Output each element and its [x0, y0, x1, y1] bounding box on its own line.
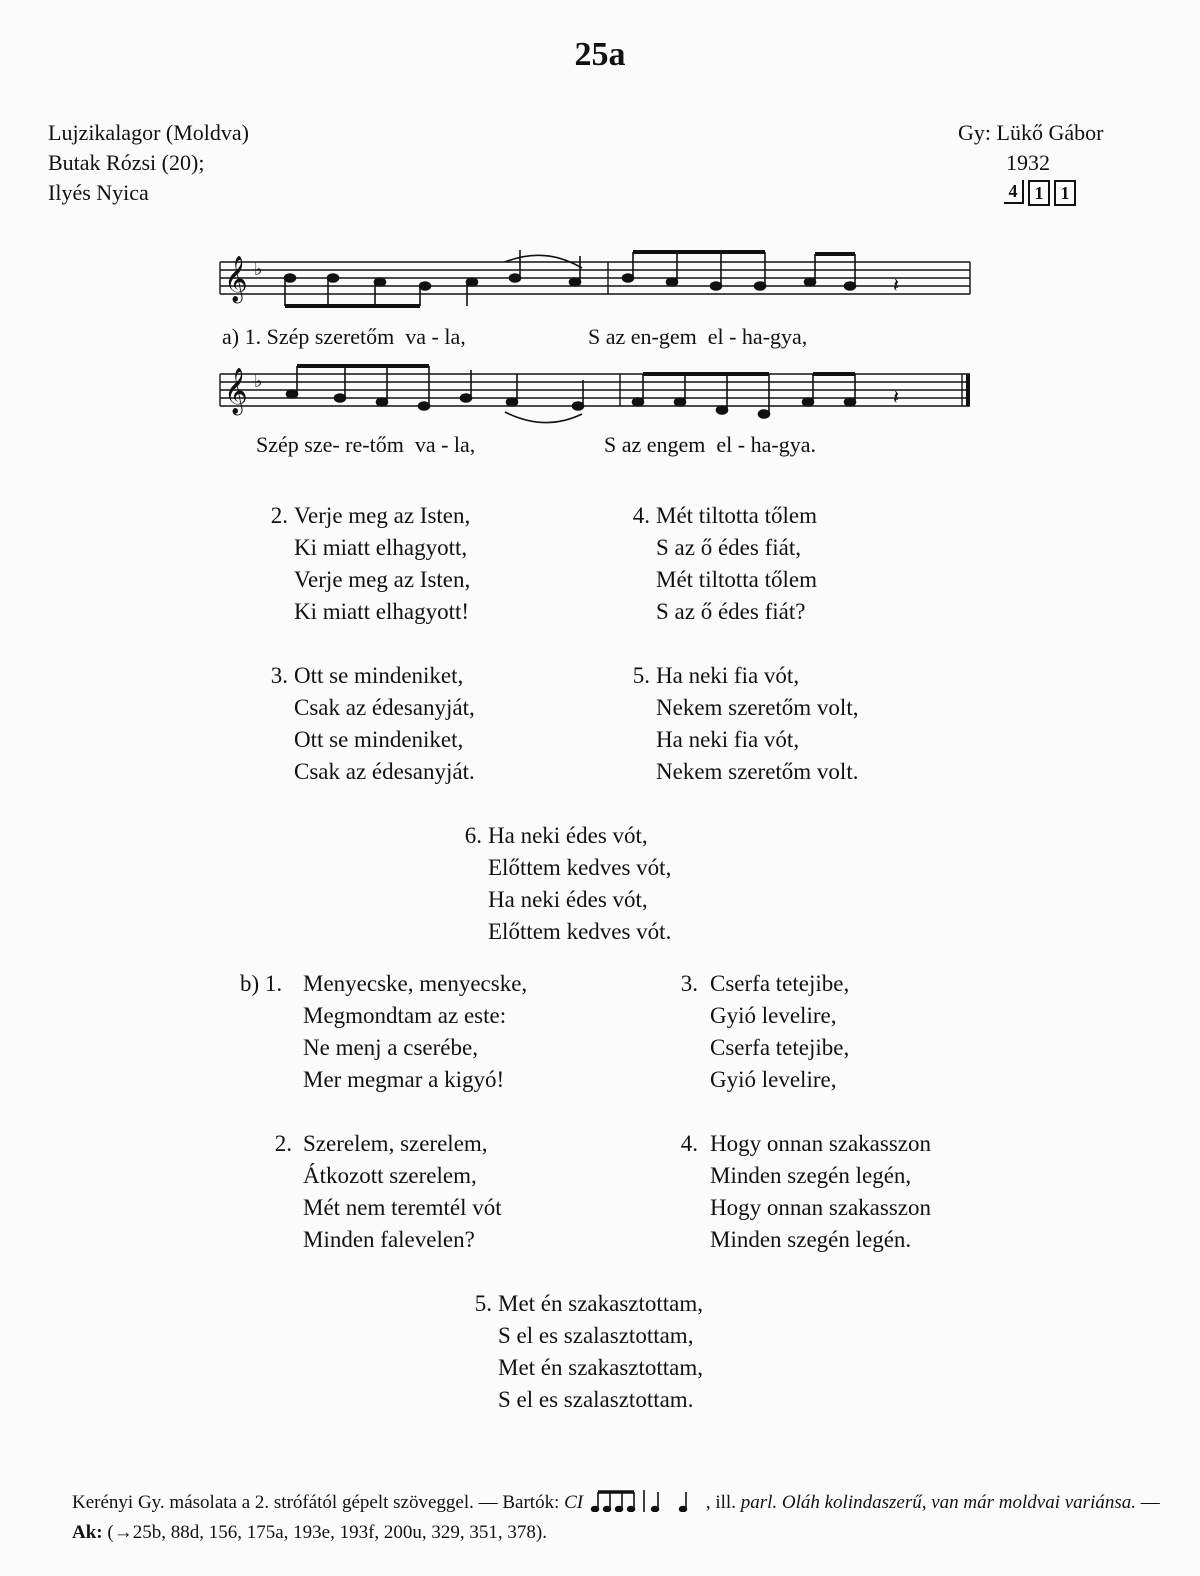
treble-clef-icon: 𝄞	[224, 256, 248, 302]
year-label: 1932	[1006, 150, 1050, 175]
lyric-line: S az en-gem el - ha-gya,	[588, 324, 808, 349]
footnote-text: , ill.	[705, 1492, 741, 1513]
verse-line: Ha neki édes vót,	[488, 823, 648, 848]
verse-line: Ha neki édes vót,	[488, 887, 648, 912]
verse-line: Nekem szeretőm volt.	[656, 759, 859, 784]
flat-sign-icon: ♭	[254, 371, 263, 391]
verse-line: Cserfa tetejibe,	[710, 971, 850, 996]
verse-line: S el es szalasztottam.	[498, 1387, 694, 1412]
verse-line: S az ő édes fiát?	[656, 599, 806, 624]
rest-icon: 𝄽	[893, 275, 900, 297]
verse-line: Mét tiltotta tőlem	[656, 503, 817, 528]
staff-2	[220, 374, 970, 406]
verse-line: Ki miatt elhagyott!	[294, 599, 470, 624]
music-score	[0, 0, 1200, 480]
verse-line: Csak az édesanyját.	[294, 759, 475, 784]
footnote-ci: CI	[564, 1492, 584, 1513]
verse-line: Megmondtam az este:	[303, 1003, 507, 1028]
footnote-parl: parl. Oláh kolindaszerű, van már moldvai variánsa.	[740, 1492, 1136, 1513]
rhythm-notes-icon	[588, 1488, 706, 1512]
singer-label: Ilyés Nyica	[48, 180, 149, 205]
verse-line: Hogy onnan szakasszon	[710, 1131, 932, 1156]
verse-line: Met én szakasztottam,	[498, 1291, 704, 1316]
verse-line: Mer megmar a kigyó!	[303, 1067, 505, 1092]
verse-line: Ki miatt elhagyott,	[294, 535, 468, 560]
verse-line: Szerelem, szerelem,	[303, 1131, 488, 1156]
verse-line: Minden szegén legén,	[710, 1163, 912, 1188]
verse-number: 3.	[680, 971, 698, 996]
collector-label: Gy: Lükő Gábor	[958, 120, 1104, 145]
singer-label: Butak Rózsi (20);	[48, 150, 205, 175]
verse-line: Ott se mindeniket,	[294, 663, 464, 688]
lyric-line: S az engem el - ha-gya.	[604, 432, 816, 457]
verse-number: 2.	[274, 1131, 292, 1156]
verse-line: Gyió levelire,	[710, 1003, 837, 1028]
verse-line: Csak az édesanyját,	[294, 695, 475, 720]
verse-number: 5.	[474, 1291, 492, 1316]
verse-number: 2.	[270, 503, 288, 528]
footnote-text: Kerényi Gy. másolata a 2. strófától gépelt szöveggel. — Bartók:	[72, 1492, 565, 1513]
footnote-ak: Ak:	[72, 1522, 103, 1543]
footnote-refs: (→25b, 88d, 156, 175a, 193e, 193f, 200u, 329, 351, 378).	[102, 1522, 547, 1543]
verse-line: Ha neki fia vót,	[656, 663, 800, 688]
footnote	[72, 1488, 1162, 1548]
verse-line: Előttem kedves vót.	[488, 919, 672, 944]
page-title: 25a	[574, 36, 626, 73]
verse-number: 4.	[632, 503, 650, 528]
verse-line: Ne menj a cserébe,	[303, 1035, 478, 1060]
code-box: 4	[1004, 180, 1024, 204]
verse-line: Nekem szeretőm volt,	[656, 695, 859, 720]
verse-line: Gyió levelire,	[710, 1067, 837, 1092]
footnote-text: —	[1136, 1492, 1160, 1513]
verse-line: Met én szakasztottam,	[498, 1355, 704, 1380]
verse-line: Minden falevelen?	[303, 1227, 475, 1252]
verse-number: 6.	[464, 823, 482, 848]
verse-line: Verje meg az Isten,	[294, 567, 471, 592]
rest-icon: 𝄽	[893, 387, 900, 409]
place-label: Lujzikalagor (Moldva)	[48, 120, 249, 145]
verse-line: Cserfa tetejibe,	[710, 1035, 850, 1060]
treble-clef-icon: 𝄞	[224, 368, 248, 414]
verse-line: Mét nem teremtél vót	[303, 1195, 502, 1220]
lyric-line: Szép sze- re-tőm va - la,	[256, 432, 476, 457]
code-box: 1	[1028, 180, 1050, 206]
code-box: 1	[1054, 180, 1076, 206]
verse-line: S el es szalasztottam,	[498, 1323, 694, 1348]
verse-line: Hogy onnan szakasszon	[710, 1195, 932, 1220]
verse-line: Ott se mindeniket,	[294, 727, 464, 752]
verse-line: Mét tiltotta tőlem	[656, 567, 817, 592]
verse-line: Verje meg az Isten,	[294, 503, 471, 528]
verse-line: Ha neki fia vót,	[656, 727, 800, 752]
verse-line: Minden szegén legén.	[710, 1227, 912, 1252]
verse-number: 4.	[680, 1131, 698, 1156]
verse-line: Átkozott szerelem,	[303, 1163, 477, 1188]
flat-sign-icon: ♭	[254, 259, 263, 279]
verse-number: 5.	[632, 663, 650, 688]
verse-line: Menyecske, menyecske,	[303, 971, 528, 996]
lyric-line: a) 1. Szép szeretőm va - la,	[222, 324, 466, 349]
verse-line: Előttem kedves vót,	[488, 855, 672, 880]
verse-line: S az ő édes fiát,	[656, 535, 801, 560]
verse-number: 3.	[270, 663, 288, 688]
verse-number: b) 1.	[240, 971, 283, 996]
